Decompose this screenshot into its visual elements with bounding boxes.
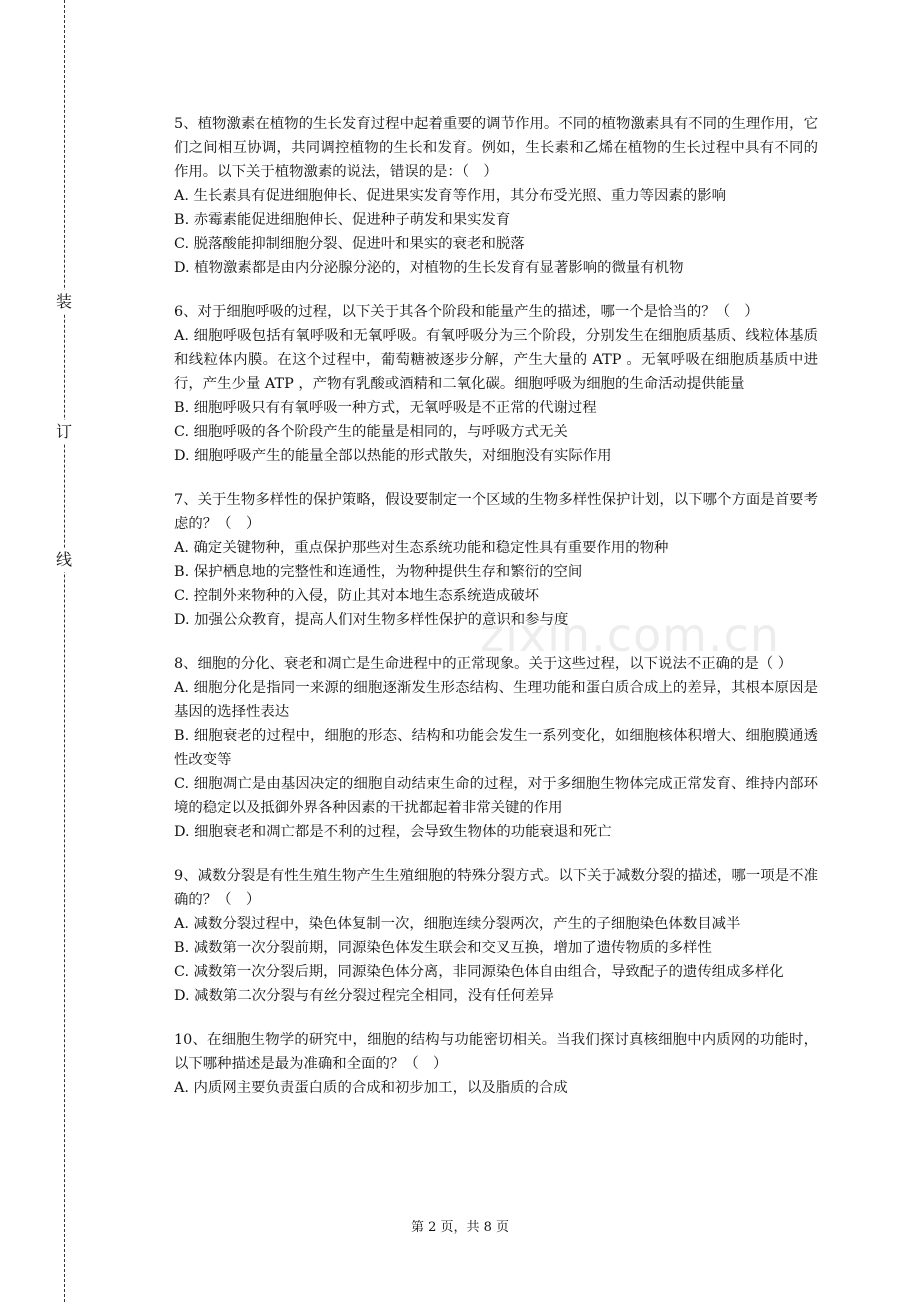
option-b: B. 细胞衰老的过程中，细胞的形态、结构和功能会发生一系列变化，如细胞核体积增大、细胞膜通透性改变等: [174, 728, 818, 768]
binding-dashed-line: [64, 0, 65, 1302]
option-a: A. 减数分裂过程中，染色体复制一次，细胞连续分裂两次，产生的子细胞染色体数目减半: [174, 916, 741, 932]
binding-label-xian: 线: [52, 548, 76, 572]
question-stem: 10、在细胞生物学的研究中，细胞的结构与功能密切相关。当我们探讨真核细胞中内质网的功能时，以下哪种描述是最为准确和全面的？（ ）: [174, 1032, 818, 1072]
option-d: D. 减数第二次分裂与有丝分裂过程完全相同，没有任何差异: [174, 988, 554, 1004]
question-9: [174, 864, 818, 1008]
option-a: A. 确定关键物种，重点保护那些对生态系统功能和稳定性具有重要作用的物种: [174, 540, 669, 556]
question-10: [174, 1028, 818, 1100]
question-stem: 6、对于细胞呼吸的过程，以下关于其各个阶段和能量产生的描述，哪一个是恰当的？（ ）: [174, 304, 759, 320]
watermark: zixin.com.cn: [480, 608, 781, 662]
question-list: [174, 112, 818, 1120]
question-8: [174, 652, 818, 844]
option-a: A. 生长素具有促进细胞伸长、促进果实发育等作用，其分布受光照、重力等因素的影响: [174, 188, 726, 204]
question-stem: 9、减数分裂是有性生殖生物产生生殖细胞的特殊分裂方式。以下关于减数分裂的描述，哪一项是不准确的？（ ）: [174, 868, 818, 908]
question-7: [174, 488, 818, 632]
option-b: B. 保护栖息地的完整性和连通性，为物种提供生存和繁衍的空间: [174, 564, 583, 580]
question-stem: 7、关于生物多样性的保护策略，假设要制定一个区域的生物多样性保护计划，以下哪个方面是首要考虑的？（ ）: [174, 492, 818, 532]
option-b: B. 赤霉素能促进细胞伸长、促进种子萌发和果实发育: [174, 212, 511, 228]
question-5: [174, 112, 818, 280]
option-a: A. 内质网主要负责蛋白质的合成和初步加工，以及脂质的合成: [174, 1080, 568, 1096]
option-c: C. 控制外来物种的入侵，防止其对本地生态系统造成破坏: [174, 588, 540, 604]
option-c: C. 细胞呼吸的各个阶段产生的能量是相同的，与呼吸方式无关: [174, 424, 568, 440]
option-d: D. 植物激素都是由内分泌腺分泌的，对植物的生长发育有显著影响的微量有机物: [174, 260, 684, 276]
page-footer: 第 2 页，共 8 页: [410, 1220, 510, 1235]
option-c: C. 脱落酸能抑制细胞分裂、促进叶和果实的衰老和脱落: [174, 236, 525, 252]
option-d: D. 细胞呼吸产生的能量全部以热能的形式散失，对细胞没有实际作用: [174, 448, 612, 464]
binding-label-ding: 订: [52, 420, 76, 444]
option-d: D. 加强公众教育，提高人们对生物多样性保护的意识和参与度: [174, 612, 569, 628]
question-stem: 5、植物激素在植物的生长发育过程中起着重要的调节作用。不同的植物激素具有不同的生理作用，它们之间相互协调，共同调控植物的生长和发育。例如，生长素和乙烯在植物的生长过程中具有不同的作用。以下关于植物激素的说法，错误的是：（ ）: [174, 116, 818, 180]
question-stem: 8、细胞的分化、衰老和凋亡是生命进程中的正常现象。关于这些过程，以下说法不正确的是（ ）: [174, 656, 793, 672]
binding-label-zhuang: 装: [52, 290, 76, 314]
option-a: A. 细胞呼吸包括有氧呼吸和无氧呼吸。有氧呼吸分为三个阶段，分别发生在细胞质基质、线粒体基质和线粒体内膜。在这个过程中，葡萄糖被逐步分解，产生大量的 ATP 。无氧呼吸在细胞质基质中进行，产生少量 ATP ，产物有乳酸或酒精和二氧化碳。细胞呼吸为细胞的生命活动提供能量: [174, 328, 818, 392]
option-b: B. 减数第一次分裂前期，同源染色体发生联会和交叉互换，增加了遗传物质的多样性: [174, 940, 712, 956]
option-b: B. 细胞呼吸只有有氧呼吸一种方式，无氧呼吸是不正常的代谢过程: [174, 400, 597, 416]
option-a: A. 细胞分化是指同一来源的细胞逐渐发生形态结构、生理功能和蛋白质合成上的差异，其根本原因是基因的选择性表达: [174, 680, 818, 720]
option-c: C. 细胞凋亡是由基因决定的细胞自动结束生命的过程，对于多细胞生物体完成正常发育、维持内部环境的稳定以及抵御外界各种因素的干扰都起着非常关键的作用: [174, 776, 818, 816]
option-d: D. 细胞衰老和凋亡都是不利的过程，会导致生物体的功能衰退和死亡: [174, 824, 612, 840]
question-6: [174, 300, 818, 468]
option-c: C. 减数第一次分裂后期，同源染色体分离，非同源染色体自由组合，导致配子的遗传组成多样化: [174, 964, 784, 980]
